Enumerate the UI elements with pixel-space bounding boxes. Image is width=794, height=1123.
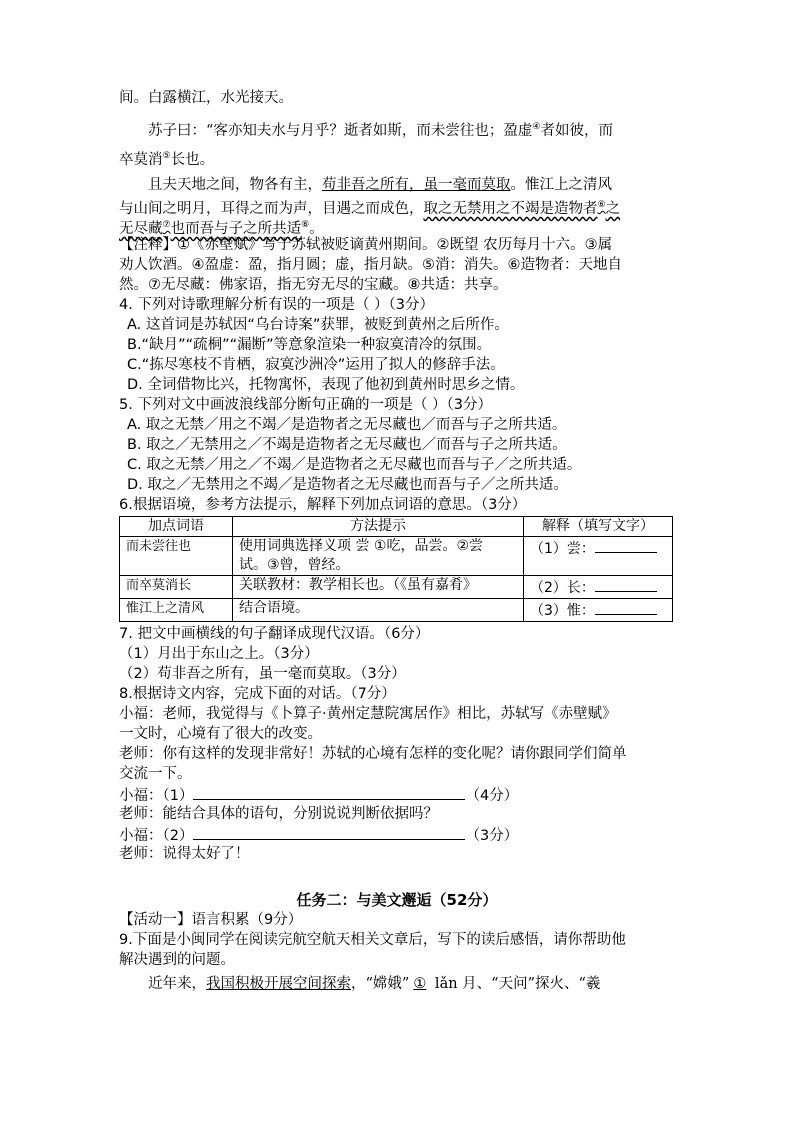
notes-line: 然。⑦无尽藏：佛家语，指无穷无尽的宝藏。⑧共适：共享。 — [119, 277, 508, 293]
answer-label: （2）长： — [530, 580, 595, 596]
dialogue-line: 交流一下。 — [119, 766, 192, 782]
wavy-underlined-text: 取之无禁用之不竭是造物者 — [423, 200, 598, 217]
question-9-stem: 解决遇到的问题。 — [119, 952, 235, 968]
footnote-marker: ⑧ — [301, 220, 310, 230]
sub-question: （1）月出于东山之上。（3分） — [119, 646, 319, 662]
answer-blank[interactable] — [193, 824, 465, 840]
option-c: C.“拣尽寒枝不肯栖，寂寞沙洲冷”运用了拟人的修辞手法。 — [127, 357, 505, 373]
option-b: B.“缺月”“疏桐”“漏断”等意象渲染一种寂寞清冷的氛围。 — [127, 337, 492, 353]
passage-line — [119, 215, 675, 235]
table-header: 加点词语 — [120, 517, 233, 537]
passage-line — [119, 146, 675, 166]
sub-question: （2）苟非吾之所有，虽一毫而莫取。（3分） — [119, 666, 406, 682]
answer-label: （3）惟： — [530, 603, 595, 619]
passage-text: lǎn 月、“天问”探火、“羲 — [430, 976, 601, 992]
activity-heading: 【活动一】语言积累（9分） — [119, 912, 303, 928]
question-7-stem: 7. 把文中画横线的句子翻译成现代汉语。（6分） — [119, 626, 430, 642]
question-4-stem: 4. 下列对诗歌理解分析有误的一项是（ ）（3分） — [119, 297, 435, 313]
table-cell-hint — [233, 537, 524, 576]
wavy-underlined-text: 之 — [605, 200, 621, 217]
footnote-marker: ⑤ — [162, 151, 171, 161]
wavy-underlined-text: 无尽藏 — [119, 220, 163, 237]
score-label: （3分） — [465, 828, 519, 844]
dialogue-line: 一文时，心境有了很大的改变。 — [119, 726, 322, 742]
passage-line — [119, 117, 675, 137]
question-6-stem: 6.根据语境，参考方法提示，解释下列加点词语的意思。（3分） — [119, 497, 527, 513]
answer-label: 小福：（1） — [119, 788, 194, 804]
footnote-marker: ④ — [532, 122, 541, 132]
dialogue-line: 老师：能结合具体的语句，分别说说判断依据吗？ — [119, 806, 438, 822]
option-a: A. 这首词是苏轼因“乌台诗案”获罪，被贬到黄州之后所作。 — [127, 317, 509, 333]
table-cell-hint: 结合语境。 — [233, 599, 524, 622]
table-cell-answer — [524, 576, 673, 599]
option-b: B. 取之／无禁用之／不竭是造物者之无尽藏也／而吾与子之所共适。 — [127, 437, 567, 453]
passage-line — [119, 88, 675, 108]
wavy-underlined-text: 也而吾与子之所共适 — [170, 220, 302, 237]
footnote-marker: ⑦ — [162, 220, 171, 230]
underlined-phrase: 我国积极开展空间探索 — [206, 976, 351, 992]
passage-text: 。惟江上之清风 — [510, 177, 612, 193]
passage-text: ，“嫦娥” — [351, 976, 410, 992]
passage-line — [119, 175, 675, 195]
table-cell-word: 而未尝往也 — [120, 537, 233, 576]
answer-line — [119, 784, 675, 804]
option-d: D. 全词借物比兴，托物寓怀，表现了他初到黄州时思乡之情。 — [127, 377, 525, 393]
passage-text: 与山间之明月，耳得之而为声，目遇之而成色， — [119, 200, 424, 217]
table-cell-word: 惟江上之清风 — [120, 599, 233, 622]
hint-text: 试。③曾，曾经。 — [239, 557, 350, 573]
dialogue-line: 老师：你有这样的发现非常好！苏轼的心境有怎样的变化呢？请你跟同学们简单 — [119, 746, 627, 762]
option-a: A. 取之无禁／用之不竭／是造物者之无尽藏也／而吾与子之所共适。 — [127, 417, 567, 433]
passage-text: 苏子曰：“客亦知夫水与月乎？逝者如斯，而未尝往也；盈虚 — [148, 122, 533, 139]
footnote-marker: ⑥ — [597, 200, 606, 210]
passage-text: 近年来， — [148, 976, 206, 992]
passage-line — [119, 195, 675, 215]
question-5-stem: 5. 下列对文中画波浪线部分断句正确的一项是（ ）（3分） — [119, 397, 493, 413]
answer-line — [119, 824, 675, 844]
table-header: 方法提示 — [233, 517, 524, 537]
table-header-row — [120, 517, 673, 537]
passage-text: 间。白露横江，水光接天。 — [119, 90, 293, 106]
answer-blank[interactable] — [595, 537, 657, 553]
passage-text: 长也。 — [170, 151, 215, 168]
question-8-stem: 8.根据诗文内容，完成下面的对话。（7分） — [119, 686, 396, 702]
exam-page — [119, 88, 675, 994]
table-cell-hint: 关联教材：教学相长也。（《虽有嘉肴》 — [233, 576, 524, 599]
task-title: 任务二：与美文邂逅（52分） — [296, 891, 498, 909]
notes-line: 【注释】①《赤壁赋》写于苏轼被贬谪黄州期间。②既望 农历每月十六。③属 — [119, 237, 613, 253]
option-c: C. 取之无禁／用之／不竭／是造物者之无尽藏也而吾与子／之所共适。 — [127, 457, 582, 473]
passage-text: 且夫天地之间，物各有主， — [148, 177, 322, 193]
score-label: （4分） — [465, 788, 519, 804]
table-row — [120, 599, 673, 622]
dialogue-line: 老师：说得太好了！ — [119, 846, 250, 862]
dialogue-line: 小福：老师，我觉得与《卜算子·黄州定慧院寓居作》相比，苏轼写《赤壁赋》 — [119, 706, 617, 722]
table-row — [120, 537, 673, 576]
blank-number[interactable]: ① — [413, 976, 427, 992]
answer-blank[interactable] — [193, 784, 465, 800]
table-cell-answer — [524, 537, 673, 576]
answer-label: 小福：（2） — [119, 828, 194, 844]
answer-blank[interactable] — [595, 599, 657, 615]
passage-text: 者如彼，而 — [540, 122, 613, 139]
answer-label: （1）尝： — [530, 541, 595, 557]
hint-text: 使用词典选择义项 尝 ①吃，品尝。②尝 — [239, 538, 484, 554]
table-cell-answer — [524, 599, 673, 622]
passage-text: 。 — [309, 220, 324, 237]
option-d: D. 取之／无禁用之不竭／是造物者之无尽藏也而吾与子／之所共适。 — [127, 477, 568, 493]
underlined-sentence: 苟非吾之所有，虽一毫而莫取 — [322, 177, 511, 193]
method-table — [119, 516, 673, 622]
table-row — [120, 576, 673, 599]
passage-line — [119, 974, 675, 994]
table-header: 解释（填写文字） — [524, 517, 673, 537]
notes-line: 劝人饮酒。④盈虚：盈，指月圆；虚，指月缺。⑤消：消失。⑥造物者：天地自 — [119, 257, 622, 273]
question-9-stem: 9.下面是小闽同学在阅读完航空航天相关文章后，写下的读后感悟，请你帮助他 — [119, 932, 626, 948]
answer-blank[interactable] — [595, 576, 657, 592]
table-cell-word: 而卒莫消长 — [120, 576, 233, 599]
passage-text: 卒莫消 — [119, 151, 163, 168]
